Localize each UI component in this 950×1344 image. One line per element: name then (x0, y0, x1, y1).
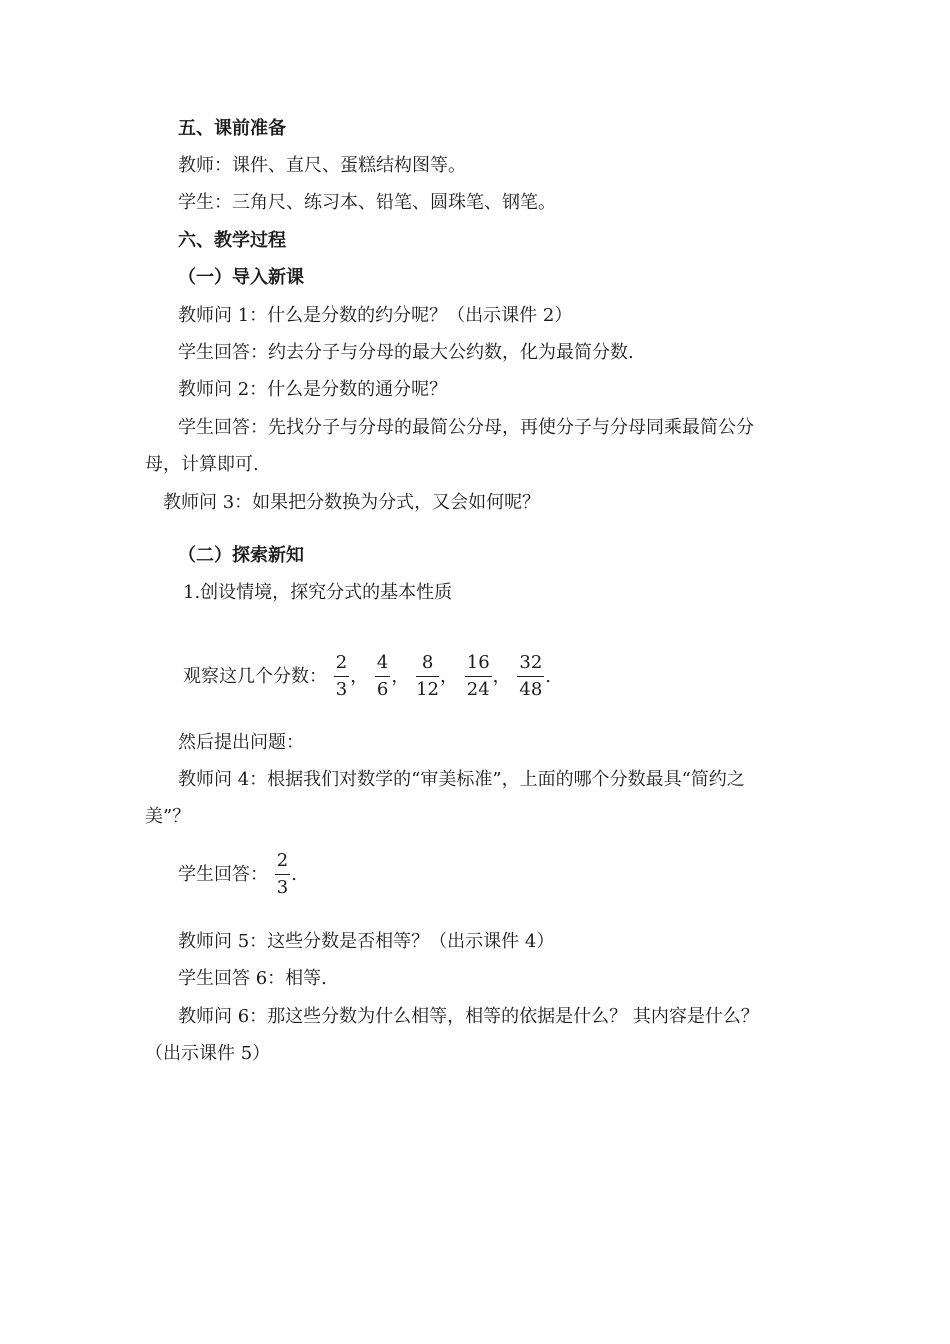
student-answer-1: 学生回答：约去分子与分母的最大公约数，化为最简分数. (178, 342, 634, 363)
student-materials: 学生：三角尺、练习本、铅笔、圆珠笔、钢笔。 (178, 192, 556, 213)
fraction-4-6: $\frac{4}{6}$ (376, 652, 389, 700)
answer-fraction-2-3: $\frac{2}{3}$ (276, 850, 289, 898)
section-six-heading: 六、教学过程 (178, 230, 286, 251)
teacher-question-6-line2: （出示课件 5） (145, 1043, 271, 1064)
student-answer-2-line1: 学生回答：先找分子与分母的最简公分母，再使分子与分母同乘最简公分 (178, 417, 754, 438)
teacher-materials: 教师：课件、直尺、蛋糕结构图等。 (178, 155, 466, 176)
item-one-title: 1.创设情境，探究分式的基本性质 (183, 582, 453, 603)
answer-label: 学生回答： (178, 863, 268, 885)
part-two-heading: （二）探索新知 (178, 545, 304, 566)
fraction-16-24: $\frac{16}{24}$ (466, 652, 490, 700)
section-five-heading: 五、课前准备 (178, 118, 286, 139)
part-one-heading: （一）导入新课 (178, 267, 304, 288)
teacher-question-1: 教师问 1：什么是分数的约分呢？（出示课件 2） (178, 305, 573, 326)
teacher-question-4-line1: 教师问 4：根据我们对数学的“审美标准”，上面的哪个分数最具“简约之 (178, 769, 745, 790)
teacher-question-6-line1: 教师问 6：那这些分数为什么相等，相等的依据是什么？ 其内容是什么？ (178, 1006, 759, 1027)
teacher-question-5: 教师问 5：这些分数是否相等？（出示课件 4） (178, 931, 555, 952)
student-answer-2-line2: 母，计算即可. (145, 454, 259, 475)
then-pose-question: 然后提出问题： (178, 732, 304, 753)
fraction-32-48: $\frac{32}{48}$ (519, 652, 543, 700)
teacher-question-2: 教师问 2：什么是分数的通分呢？ (178, 379, 448, 400)
student-answer-6: 学生回答 6：相等. (178, 968, 327, 989)
fraction-8-12: $\frac{8}{12}$ (416, 652, 440, 700)
fraction-sequence: 观察这几个分数： $\frac{2}{3}$ ， $\frac{4}{6}$ ， $\frac{8}{12}$ ， $\frac{16}{24}$ ， $\frac{32}{48}$ . (183, 652, 552, 700)
observe-label: 观察这几个分数： (183, 665, 327, 687)
teacher-question-4-line2: 美”？ (145, 806, 191, 827)
student-answer-4: 学生回答： $\frac{2}{3}$ . (178, 850, 297, 898)
teacher-question-3: 教师问 3：如果把分数换为分式，又会如何呢？ (163, 492, 541, 513)
fraction-2-3: $\frac{2}{3}$ (335, 652, 348, 700)
